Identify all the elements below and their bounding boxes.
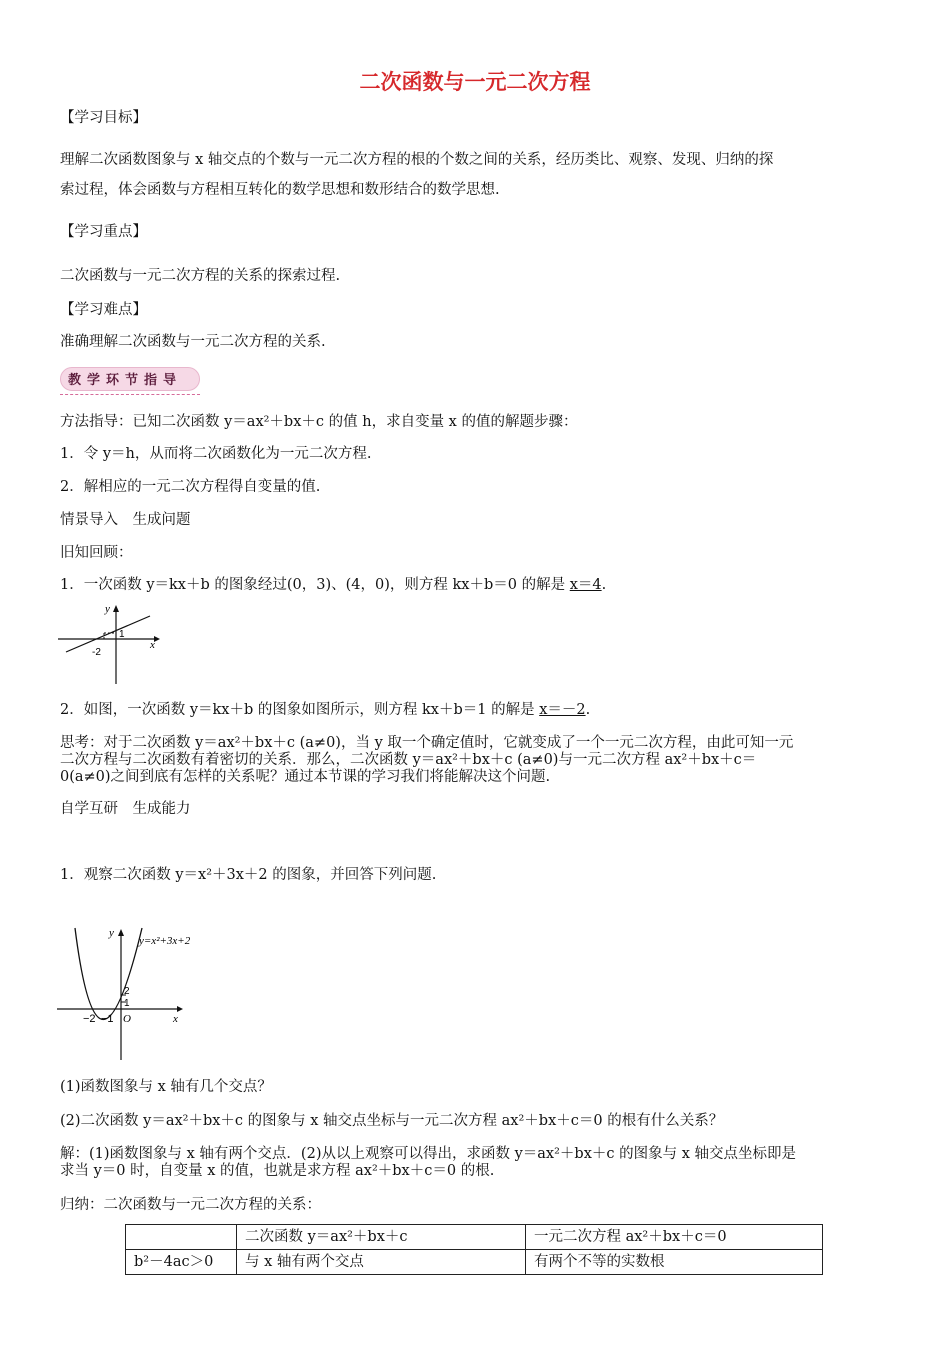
graph2-x-arrow (177, 1006, 183, 1012)
graph1-x-arrow (154, 636, 160, 642)
banner-text: 教学环节指导 (68, 373, 183, 388)
review-q1-answer: x＝4 (569, 577, 602, 593)
graph2-x-label: x (173, 1013, 178, 1025)
review-heading: 旧知回顾： (60, 545, 133, 561)
difficulty-text: 准确理解二次函数与一元二次方程的关系. (60, 334, 326, 350)
graph2-origin-label: O (123, 1013, 131, 1025)
method-step-1: 1．令 y＝h，从而将二次函数化为一元二次方程. (60, 446, 372, 462)
review-q2-answer: x＝－2 (539, 702, 586, 718)
table-header-cell: 一元二次方程 ax²＋bx＋c＝0 (526, 1225, 823, 1250)
sub-question-1: (1)函数图象与 x 轴有几个交点？ (60, 1079, 272, 1095)
table-cell: 与 x 轴有两个交点 (237, 1250, 526, 1275)
think-line-2: 二次方程与二次函数有着密切的关系．那么，二次函数 y＝ax²＋bx＋c (a≠0)与一元二次方程 ax²＋bx＋c＝ (60, 752, 757, 768)
review-q2-text: 2．如图，一次函数 y＝kx＋b 的图象如图所示，则方程 kx＋b＝1 的解是 (60, 702, 540, 718)
solution-line-1: 解：(1)函数图象与 x 轴有两个交点．(2)从以上观察可以得出，求函数 y＝ax²＋bx＋c 的图象与 x 轴交点坐标即是 (60, 1146, 796, 1162)
review-q2-period: . (585, 702, 591, 718)
goals-line-2: 索过程，体会函数与方程相互转化的数学思想和数形结合的数学思想. (60, 182, 500, 198)
method-intro: 方法指导：已知二次函数 y＝ax²＋bx＋c 的值 h，求自变量 x 的值的解题步骤： (60, 414, 578, 430)
graph2-y-label: y (109, 927, 114, 939)
review-question-1 (60, 573, 606, 594)
table-header-row (126, 1225, 823, 1250)
table-header-cell (126, 1225, 237, 1250)
graph1-neg2-label: -2 (92, 647, 101, 658)
graph2-one-label: 1 (124, 998, 130, 1009)
graph1-y-label: y (105, 603, 110, 615)
relation-table (125, 1224, 823, 1275)
banner-underline (60, 394, 200, 395)
graph1-one-label: 1 (119, 629, 125, 640)
goals-line-1: 理解二次函数图象与 x 轴交点的个数与一元二次方程的根的个数之间的关系，经历类比、观察、发现、归纳的探 (60, 152, 774, 168)
graph1-line (66, 616, 150, 652)
graph2-y-arrow (118, 929, 124, 936)
difficulty-heading: 【学习难点】 (60, 302, 147, 318)
review-question-2 (60, 698, 590, 719)
graph2-two-label: 2 (124, 986, 130, 997)
sub-question-2: (2)二次函数 y＝ax²＋bx＋c 的图象与 x 轴交点坐标与一元二次方程 ax²＋bx＋c＝0 的根有什么关系？ (60, 1113, 724, 1129)
think-line-1: 思考：对于二次函数 y＝ax²＋bx＋c (a≠0)，当 y 取一个确定值时，它就变成了一个一元二次方程，由此可知一元 (60, 735, 794, 751)
summary-heading: 归纳：二次函数与一元二次方程的关系： (60, 1197, 321, 1213)
page-title: 二次函数与一元二次方程 (359, 70, 591, 94)
observe-question: 1．观察二次函数 y＝x²＋3x＋2 的图象，并回答下列问题. (60, 867, 437, 883)
parabola-graph (55, 922, 225, 1064)
key-point-heading: 【学习重点】 (60, 224, 147, 240)
scene-heading: 情景导入 生成问题 (60, 512, 191, 528)
graph2-parabola (75, 928, 142, 1020)
graph1-y-arrow (113, 605, 119, 612)
table-row (126, 1250, 823, 1275)
graph1-x-label: x (150, 639, 155, 651)
graph2-neg2-label: −2 (83, 1013, 96, 1025)
graph2-neg1-label: −1 (101, 1013, 114, 1025)
review-q1-text: 1．一次函数 y＝kx＋b 的图象经过(0，3)、(4，0)，则方程 kx＋b＝0 的解是 (60, 577, 570, 593)
section-banner (60, 365, 200, 391)
think-line-3: 0(a≠0)之间到底有怎样的关系呢？通过本节课的学习我们将能解决这个问题. (60, 769, 551, 785)
goals-heading: 【学习目标】 (60, 110, 147, 126)
solution-line-2: 求当 y＝0 时，自变量 x 的值，也就是求方程 ax²＋bx＋c＝0 的根. (60, 1163, 495, 1179)
table-header-cell: 二次函数 y＝ax²＋bx＋c (237, 1225, 526, 1250)
self-study-heading: 自学互研 生成能力 (60, 801, 191, 817)
review-q1-period: . (601, 577, 607, 593)
key-point-text: 二次函数与一元二次方程的关系的探索过程. (60, 268, 341, 284)
table-cell: 有两个不等的实数根 (526, 1250, 823, 1275)
table-cell: b²－4ac＞0 (126, 1250, 237, 1275)
linear-function-graph (58, 600, 168, 686)
graph2-function-label: y=x²+3x+2 (139, 935, 191, 947)
method-step-2: 2．解相应的一元二次方程得自变量的值. (60, 479, 321, 495)
